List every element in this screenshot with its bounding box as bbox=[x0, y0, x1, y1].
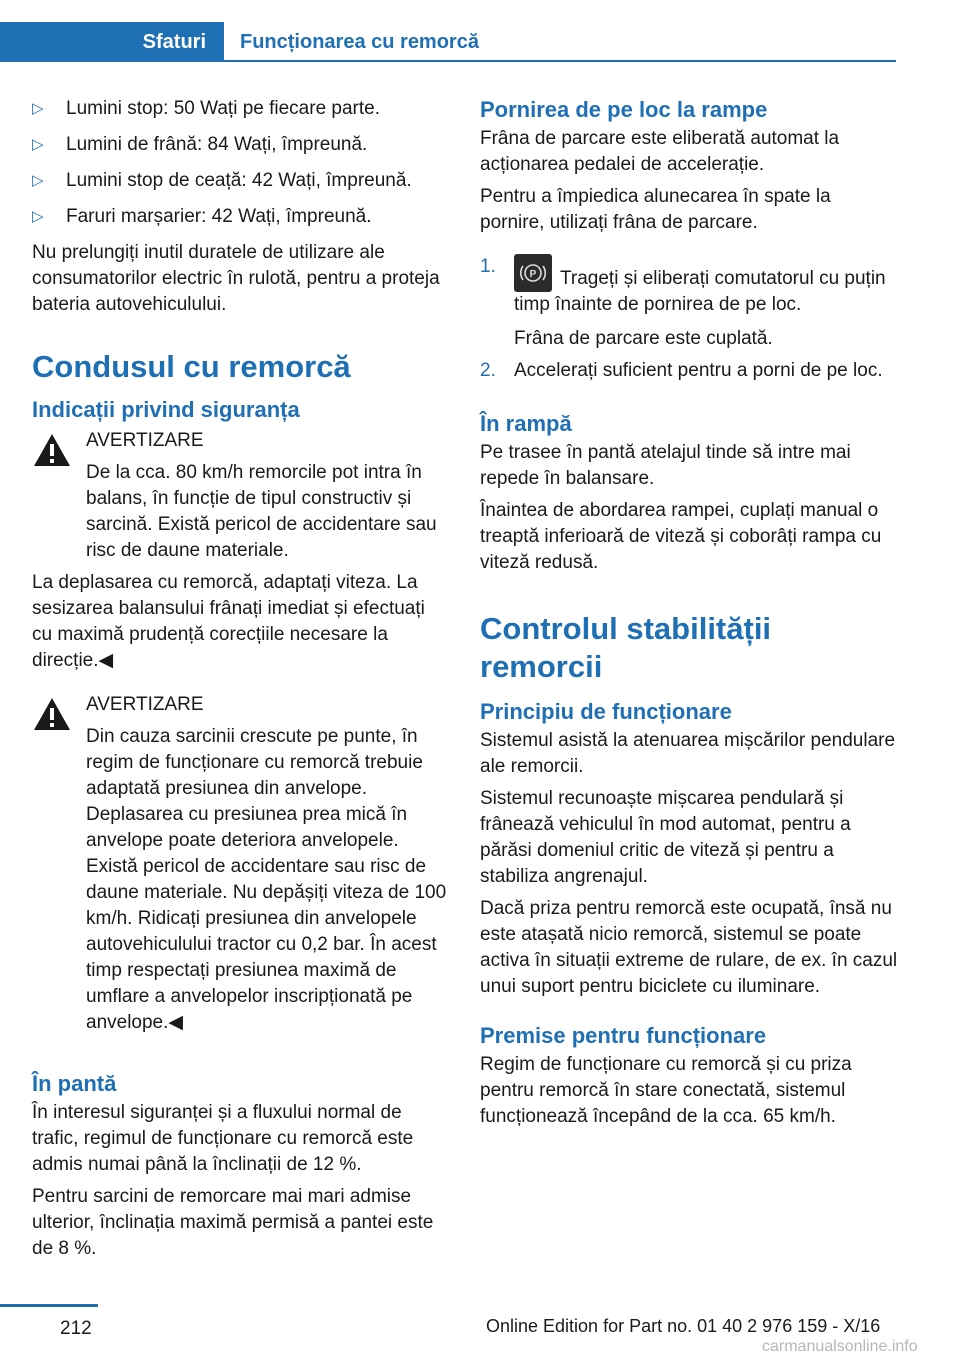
triangle-bullet-icon: ▷ bbox=[32, 172, 44, 189]
paragraph: Înaintea de abordarea rampei, cuplați manual o treaptă inferioară de viteză și coborâți rampa cu viteză redusă. bbox=[480, 500, 882, 573]
section-title: Funcționarea cu remorcă bbox=[240, 30, 479, 53]
section-heading: Controlul stabilității remorcii bbox=[480, 611, 772, 684]
subsection-heading: Principiu de funcționare bbox=[480, 699, 732, 724]
paragraph: Nu prelungiți inutil duratele de utilizare ale consumatorilor electric în rulotă, pentru a proteja bateria autovehiculului. bbox=[32, 242, 440, 315]
list-item: ▷ Lumini de frână: 84 Wați, împreună. bbox=[32, 132, 450, 158]
edition-line: Online Edition for Part no. 01 40 2 976 159 - X/16 bbox=[486, 1316, 881, 1336]
svg-text:P: P bbox=[529, 269, 537, 280]
paragraph: Pe trasee în pantă atelajul tinde să intre mai repede în balansare. bbox=[480, 442, 851, 489]
list-item: ▷ Lumini stop: 50 Wați pe fiecare parte. bbox=[32, 96, 450, 122]
page-header bbox=[0, 0, 960, 70]
step-number: 1. bbox=[480, 256, 496, 277]
left-column bbox=[32, 96, 450, 1268]
warning-label: AVERTIZARE bbox=[86, 430, 204, 451]
list-item: ▷ Lumini stop de ceață: 42 Wați, împreună. bbox=[32, 168, 450, 194]
triangle-bullet-icon: ▷ bbox=[32, 100, 44, 117]
parking-brake-icon bbox=[514, 254, 552, 292]
subsection-heading: În rampă bbox=[480, 411, 572, 436]
chapter-tab-label: Sfaturi bbox=[142, 30, 206, 53]
paragraph: În interesul siguranței și a fluxului normal de trafic, regimul de funcționare cu remorcă este admis numai până la înclinații de 12 %. bbox=[32, 1102, 414, 1175]
paragraph: La deplasarea cu remorcă, adaptați viteza. La sesizarea balansului frânați imediat și efectuați cu maximă prudență corecțiile necesare la direcție.◀ bbox=[32, 572, 425, 671]
warning-triangle-icon bbox=[32, 696, 72, 732]
right-column bbox=[480, 96, 898, 1136]
step-list bbox=[480, 254, 898, 384]
bulb-wattage-list bbox=[32, 96, 450, 230]
triangle-bullet-icon: ▷ bbox=[32, 136, 44, 153]
warning-block bbox=[32, 428, 450, 564]
chapter-tab[interactable] bbox=[0, 22, 224, 62]
section-heading: Condusul cu remorcă bbox=[32, 349, 351, 384]
paragraph: Pentru a împiedica alunecarea în spate la pornire, utilizați frâna de parcare. bbox=[480, 186, 831, 233]
subsection-heading: Premise pentru funcționare bbox=[480, 1023, 767, 1048]
header-divider bbox=[224, 60, 896, 62]
warning-text: De la cca. 80 km/h remorcile pot intra în balans, în funcție de tipul constructiv și sarcină. Există pericol de accidentare sau risc de daune materiale. bbox=[86, 462, 437, 561]
step-note: Frâna de parcare este cuplată. bbox=[514, 328, 773, 349]
warning-text: Din cauza sarcinii crescute pe punte, în regim de funcționare cu remorcă trebuie adaptată presiunea din anvelope. Deplasarea cu presiunea prea mică în anvelope poate deteriora anvelopele. Există pericol de accidentare sau risc de daune materiale. Nu depășiți viteza de 100 km/h. Ridicați presiunea din anvelopele autovehiculului tractor cu 0,2 bar. În acest timp respectați presiunea maximă de umflare a anvelopelor inscripționată pe anvelope.◀ bbox=[86, 726, 447, 1033]
triangle-bullet-icon: ▷ bbox=[32, 208, 44, 225]
step-number: 2. bbox=[480, 360, 496, 381]
list-item: 1. P Trageți și eliberați comutatorul cu puțin timp înainte de pornirea de pe loc. Frâna de parcare este cuplată. bbox=[480, 254, 898, 352]
paragraph: Sistemul recunoaște mișcarea pendulară și frânează vehiculul în mod automat, pentru a părăsi domeniul critic de viteză și pentru a stabiliza angrenajul. bbox=[480, 788, 851, 887]
list-item: 2. Accelerați suficient pentru a porni de pe loc. bbox=[480, 358, 898, 384]
footer-rule bbox=[0, 1304, 98, 1307]
page-number: 212 bbox=[60, 1318, 92, 1339]
paragraph: Dacă priza pentru remorcă este ocupată, însă nu este atașată nicio remorcă, sistemul se poate activa în situații extreme de rulare, de ex. în cazul unui suport pentru biciclete cu iluminare. bbox=[480, 898, 898, 997]
paragraph: Frâna de parcare este eliberată automat la acționarea pedalei de accelerație. bbox=[480, 128, 840, 175]
subsection-heading: În pantă bbox=[32, 1071, 117, 1096]
warning-block bbox=[32, 692, 450, 1036]
subsection-heading: Pornirea de pe loc la rampe bbox=[480, 97, 768, 122]
subsection-heading: Indicații privind siguranța bbox=[32, 397, 300, 422]
warning-label: AVERTIZARE bbox=[86, 694, 204, 715]
paragraph: Sistemul asistă la atenuarea mișcărilor pendulare ale remorcii. bbox=[480, 730, 896, 777]
watermark: carmanualsonline.info bbox=[762, 1338, 918, 1355]
warning-triangle-icon bbox=[32, 432, 72, 468]
paragraph: Regim de funcționare cu remorcă și cu priza pentru remorcă în stare conectată, sistemul funcționează începând de la cca. 65 km/h. bbox=[480, 1054, 852, 1127]
paragraph: Pentru sarcini de remorcare mai mari admise ulterior, înclinația maximă permisă a pantei este de 8 %. bbox=[32, 1186, 434, 1259]
list-item: ▷ Faruri marșarier: 42 Wați, împreună. bbox=[32, 204, 450, 230]
